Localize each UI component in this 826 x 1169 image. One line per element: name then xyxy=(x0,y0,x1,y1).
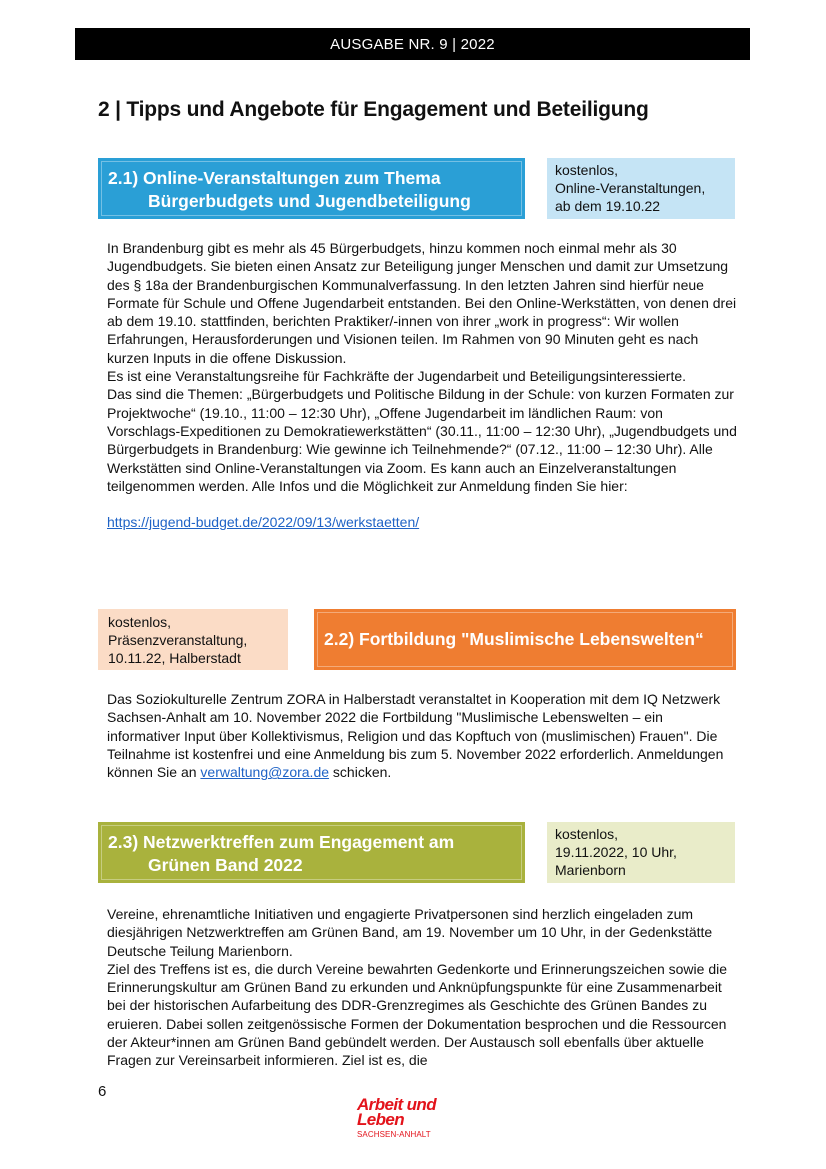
logo-subtitle: SACHSEN-ANHALT xyxy=(357,1130,431,1139)
logo-line1: Arbeit und xyxy=(357,1095,436,1114)
section-2-1-title-line2: Bürgerbudgets und Jugendbeteiligung xyxy=(148,191,471,211)
section-2-2-body xyxy=(107,690,737,781)
section-2-1-title-line1: 2.1) Online-Veranstaltungen zum Thema xyxy=(108,168,441,188)
paragraph: Es ist eine Veranstaltungsreihe für Fachkräfte der Jugendarbeit und Beteiligungsinteressierte. xyxy=(107,368,687,385)
paragraph: Das Soziokulturelle Zentrum ZORA in Halberstadt veranstaltet in Kooperation mit dem IQ Netzwerk Sachsen-Anhalt am 10. November 2022 die Fortbildung "Muslimische Lebenswelten – ein informativer Input über Kollektivismus, Religion und das Kopftuch von (muslimischen) Frauen". Die Teilnahme ist kostenfrei und eine Anmeldung bis zum 5. November 2022 erforderlich. Anmeldungen können Sie an xyxy=(107,691,724,781)
tag-line: 10.11.22, Halberstadt xyxy=(108,650,241,666)
arbeit-und-leben-logo xyxy=(357,1097,436,1139)
section-2-2-title: 2.2) Fortbildung "Muslimische Lebenswelten“ xyxy=(324,629,704,649)
section-2-3-title-line2: Grünen Band 2022 xyxy=(148,855,303,875)
tag-line: kostenlos, xyxy=(555,826,619,842)
tag-line: Online-Veranstaltungen, xyxy=(555,180,706,196)
paragraph-tail: schicken. xyxy=(329,764,392,781)
section-2-3-heading xyxy=(98,822,525,883)
section-2-3-info-tag xyxy=(547,822,735,883)
tag-line: 19.11.2022, 10 Uhr, xyxy=(555,844,677,860)
paragraph: Ziel des Treffens ist es, die durch Vereine bewahrten Gedenkorte und Erinnerungszeichen sowie die Erinnerungskultur am Grünen Band zu erkunden und Anknüpfungspunkte für eine Zusammenarbeit bei der historischen Aufarbeitung des DDR-Grenzregimes als Geschichte des Grünen Bandes zu eruieren. Dabei sollen zeitgenössische Formen der Dokumentation besprochen und die Ressourcen der Akteur*innen am Grünen Band gebündelt werden. Der Austausch soll ebenfalls über aktuelle Fragen zur Vereinsarbeit informieren. Ziel ist es, die xyxy=(107,960,727,1069)
section-2-1-heading xyxy=(98,158,525,219)
page-title: 2 | Tipps und Angebote für Engagement und Beteiligung xyxy=(98,98,649,121)
paragraph: Das sind die Themen: „Bürgerbudgets und Politische Bildung in der Schule: von kurzen Formaten zur Projektwoche“ (19.10., 11:00 – 12:30 Uhr), „Offene Jugendarbeit im ländlichen Raum: von Vorschlags-Expeditionen zu Demokratiewerkstätten“ (30.11., 11:00 – 12:30 Uhr), „Jugendbudgets und Bürgerbudgets in Brandenburg: Wie gewinne ich Teilnehmende?“ (07.12., 11:00 – 12:30 Uhr). Alle Werkstätten sind Online-Veranstaltungen via Zoom. Es kann auch an Einzelveranstaltungen teilgenommen werden. Alle Infos und die Möglichkeit zur Anmeldung finden Sie hier: xyxy=(107,386,737,494)
section-2-3-body xyxy=(107,905,737,1070)
tag-line: Marienborn xyxy=(555,862,626,878)
tag-line: ab dem 19.10.22 xyxy=(555,198,661,214)
section-2-3-title-line1: 2.3) Netzwerktreffen zum Engagement am xyxy=(108,832,455,852)
section-2-2-heading xyxy=(314,609,736,670)
section-2-1-info-tag xyxy=(547,158,735,219)
section-2-1-body xyxy=(107,239,737,531)
issue-label: AUSGABE NR. 9 | 2022 xyxy=(330,36,495,53)
tag-line: kostenlos, xyxy=(108,614,172,630)
werkstaetten-link[interactable]: https://jugend-budget.de/2022/09/13/werkstaetten/ xyxy=(107,514,420,531)
tag-line: Präsenzveranstaltung, xyxy=(108,632,248,648)
issue-header-bar xyxy=(75,28,750,60)
email-link[interactable]: verwaltung@zora.de xyxy=(200,764,330,781)
logo-line2: Leben xyxy=(357,1110,405,1129)
paragraph: Vereine, ehrenamtliche Initiativen und engagierte Privatpersonen sind herzlich eingeladen zum diesjährigen Netzwerktreffen am Grünen Band, am 19. November um 10 Uhr, in der Gedenkstätte Deutsche Teilung Marienborn. xyxy=(107,906,713,959)
page-number: 6 xyxy=(98,1083,107,1100)
section-2-2-info-tag xyxy=(98,609,288,670)
tag-line: kostenlos, xyxy=(555,162,619,178)
paragraph: In Brandenburg gibt es mehr als 45 Bürgerbudgets, hinzu kommen noch einmal mehr als 30 Jugendbudgets. Sie bieten einen Ansatz zur Beteiligung junger Menschen und damit zur Umsetzung des § 18a der Brandenburgischen Kommunalverfassung. In den letzten Jahren sind hierfür neue Formate für Schule und Offene Jugendarbeit entstanden. Bei den Online-Werkstätten, von denen drei ab dem 19.10. stattfinden, berichten Praktiker/-innen von ihrer „work in progress“: Wir wollen Erfahrungen, Herausforderungen und Visionen teilen. Im Rahmen von 90 Minuten geht es nach kurzen Inputs in die offene Diskussion. xyxy=(107,240,737,366)
